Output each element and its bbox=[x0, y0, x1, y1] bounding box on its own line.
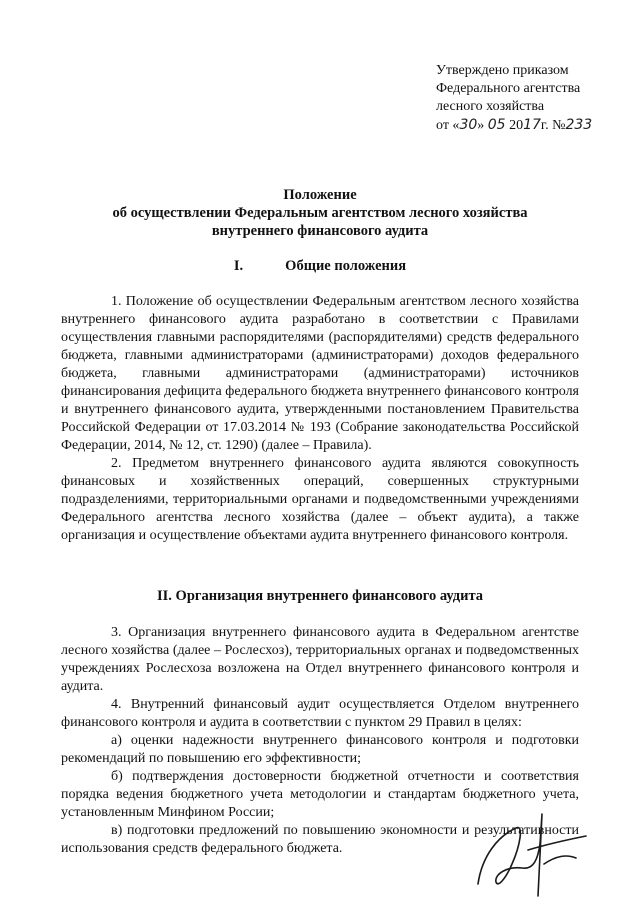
paragraph-4a: а) оценки надежности внутреннего финансового контроля и подготовки рекомендаций по повышению его эффективности; bbox=[61, 733, 579, 766]
section-2-heading: II. Организация внутреннего финансового аудита bbox=[157, 588, 483, 604]
section-1-heading bbox=[60, 258, 580, 275]
approval-date-line bbox=[436, 116, 592, 135]
paragraph-1: 1. Положение об осуществлении Федеральным агентством лесного хозяйства внутреннего финансового аудита разработано в соответствии с Правилами осуществления главными распорядителями (распорядителями) средств федерального бюджета, главными администраторами (администраторами) доходов федерального бюджета, главными администраторами (администраторами) источников финансирования дефицита федерального бюджета внутреннего финансового контроля и внутреннего финансового аудита, утвержденными постановлением Правительства Российской Федерации от 17.03.2014 № 193 (Собрание законодательства Российской Федерации, 2014, № 12, ст. 1290) (далее – Правила). bbox=[61, 294, 579, 453]
paragraph-4b: б) подтверждения достоверности бюджетной отчетности и соответствия порядка ведения бюджетного учета методологии и стандартам бюджетного учета, установленным Минфином России; bbox=[61, 769, 579, 820]
title-line-3: внутреннего финансового аудита bbox=[211, 223, 429, 239]
approval-line-2: Федерального агентства bbox=[436, 81, 581, 96]
paragraph-2: 2. Предметом внутреннего финансового аудита являются совокупность финансовых и хозяйственных операций, совершенных структурными подразделениями, территориальными органами и подведомственными учреждениями Федерального агентства лесного хозяйства (далее – объект аудита), а также организация и осуществление объектами аудита внутреннего финансового контроля. bbox=[61, 456, 579, 543]
date-sep-1: » bbox=[477, 118, 488, 133]
title-line-2: об осуществлении Федеральным агентством лесного хозяйства bbox=[112, 205, 528, 221]
section-1-number: I. bbox=[233, 258, 244, 274]
date-sep-3: г. № bbox=[540, 118, 566, 133]
paragraph-4: 4. Внутренний финансовый аудит осуществляется Отделом внутреннего финансового контроля и аудита в соответствии с пунктом 29 Правил в целях: bbox=[61, 697, 579, 730]
signature-icon bbox=[468, 806, 598, 898]
section-1-body bbox=[61, 293, 579, 545]
section-1-title: Общие положения bbox=[285, 258, 407, 274]
date-day: 30 bbox=[459, 117, 478, 133]
date-year: 17 bbox=[523, 117, 541, 133]
paragraph-4c: в) подготовки предложений по повышению экономности и результативности использования средств федерального бюджета. bbox=[61, 823, 579, 856]
document-title bbox=[60, 186, 580, 240]
approval-line-1: Утверждено приказом bbox=[436, 63, 569, 78]
title-line-1: Положение bbox=[283, 187, 357, 203]
approval-line-3: лесного хозяйства bbox=[436, 99, 545, 114]
date-month: 05 bbox=[487, 117, 506, 133]
paragraph-3: 3. Организация внутреннего финансового аудита в Федеральном агентстве лесного хозяйства (далее – Рослесхоз), территориальных органах и подведомственных учреждениях Рослесхоза возложена на Отдел внутреннего финансового контроля и аудита. bbox=[61, 625, 579, 694]
date-prefix: от « bbox=[436, 118, 460, 133]
date-sep-2: 20 bbox=[505, 118, 524, 133]
approval-stamp bbox=[436, 62, 592, 135]
order-number: 233 bbox=[565, 117, 593, 133]
